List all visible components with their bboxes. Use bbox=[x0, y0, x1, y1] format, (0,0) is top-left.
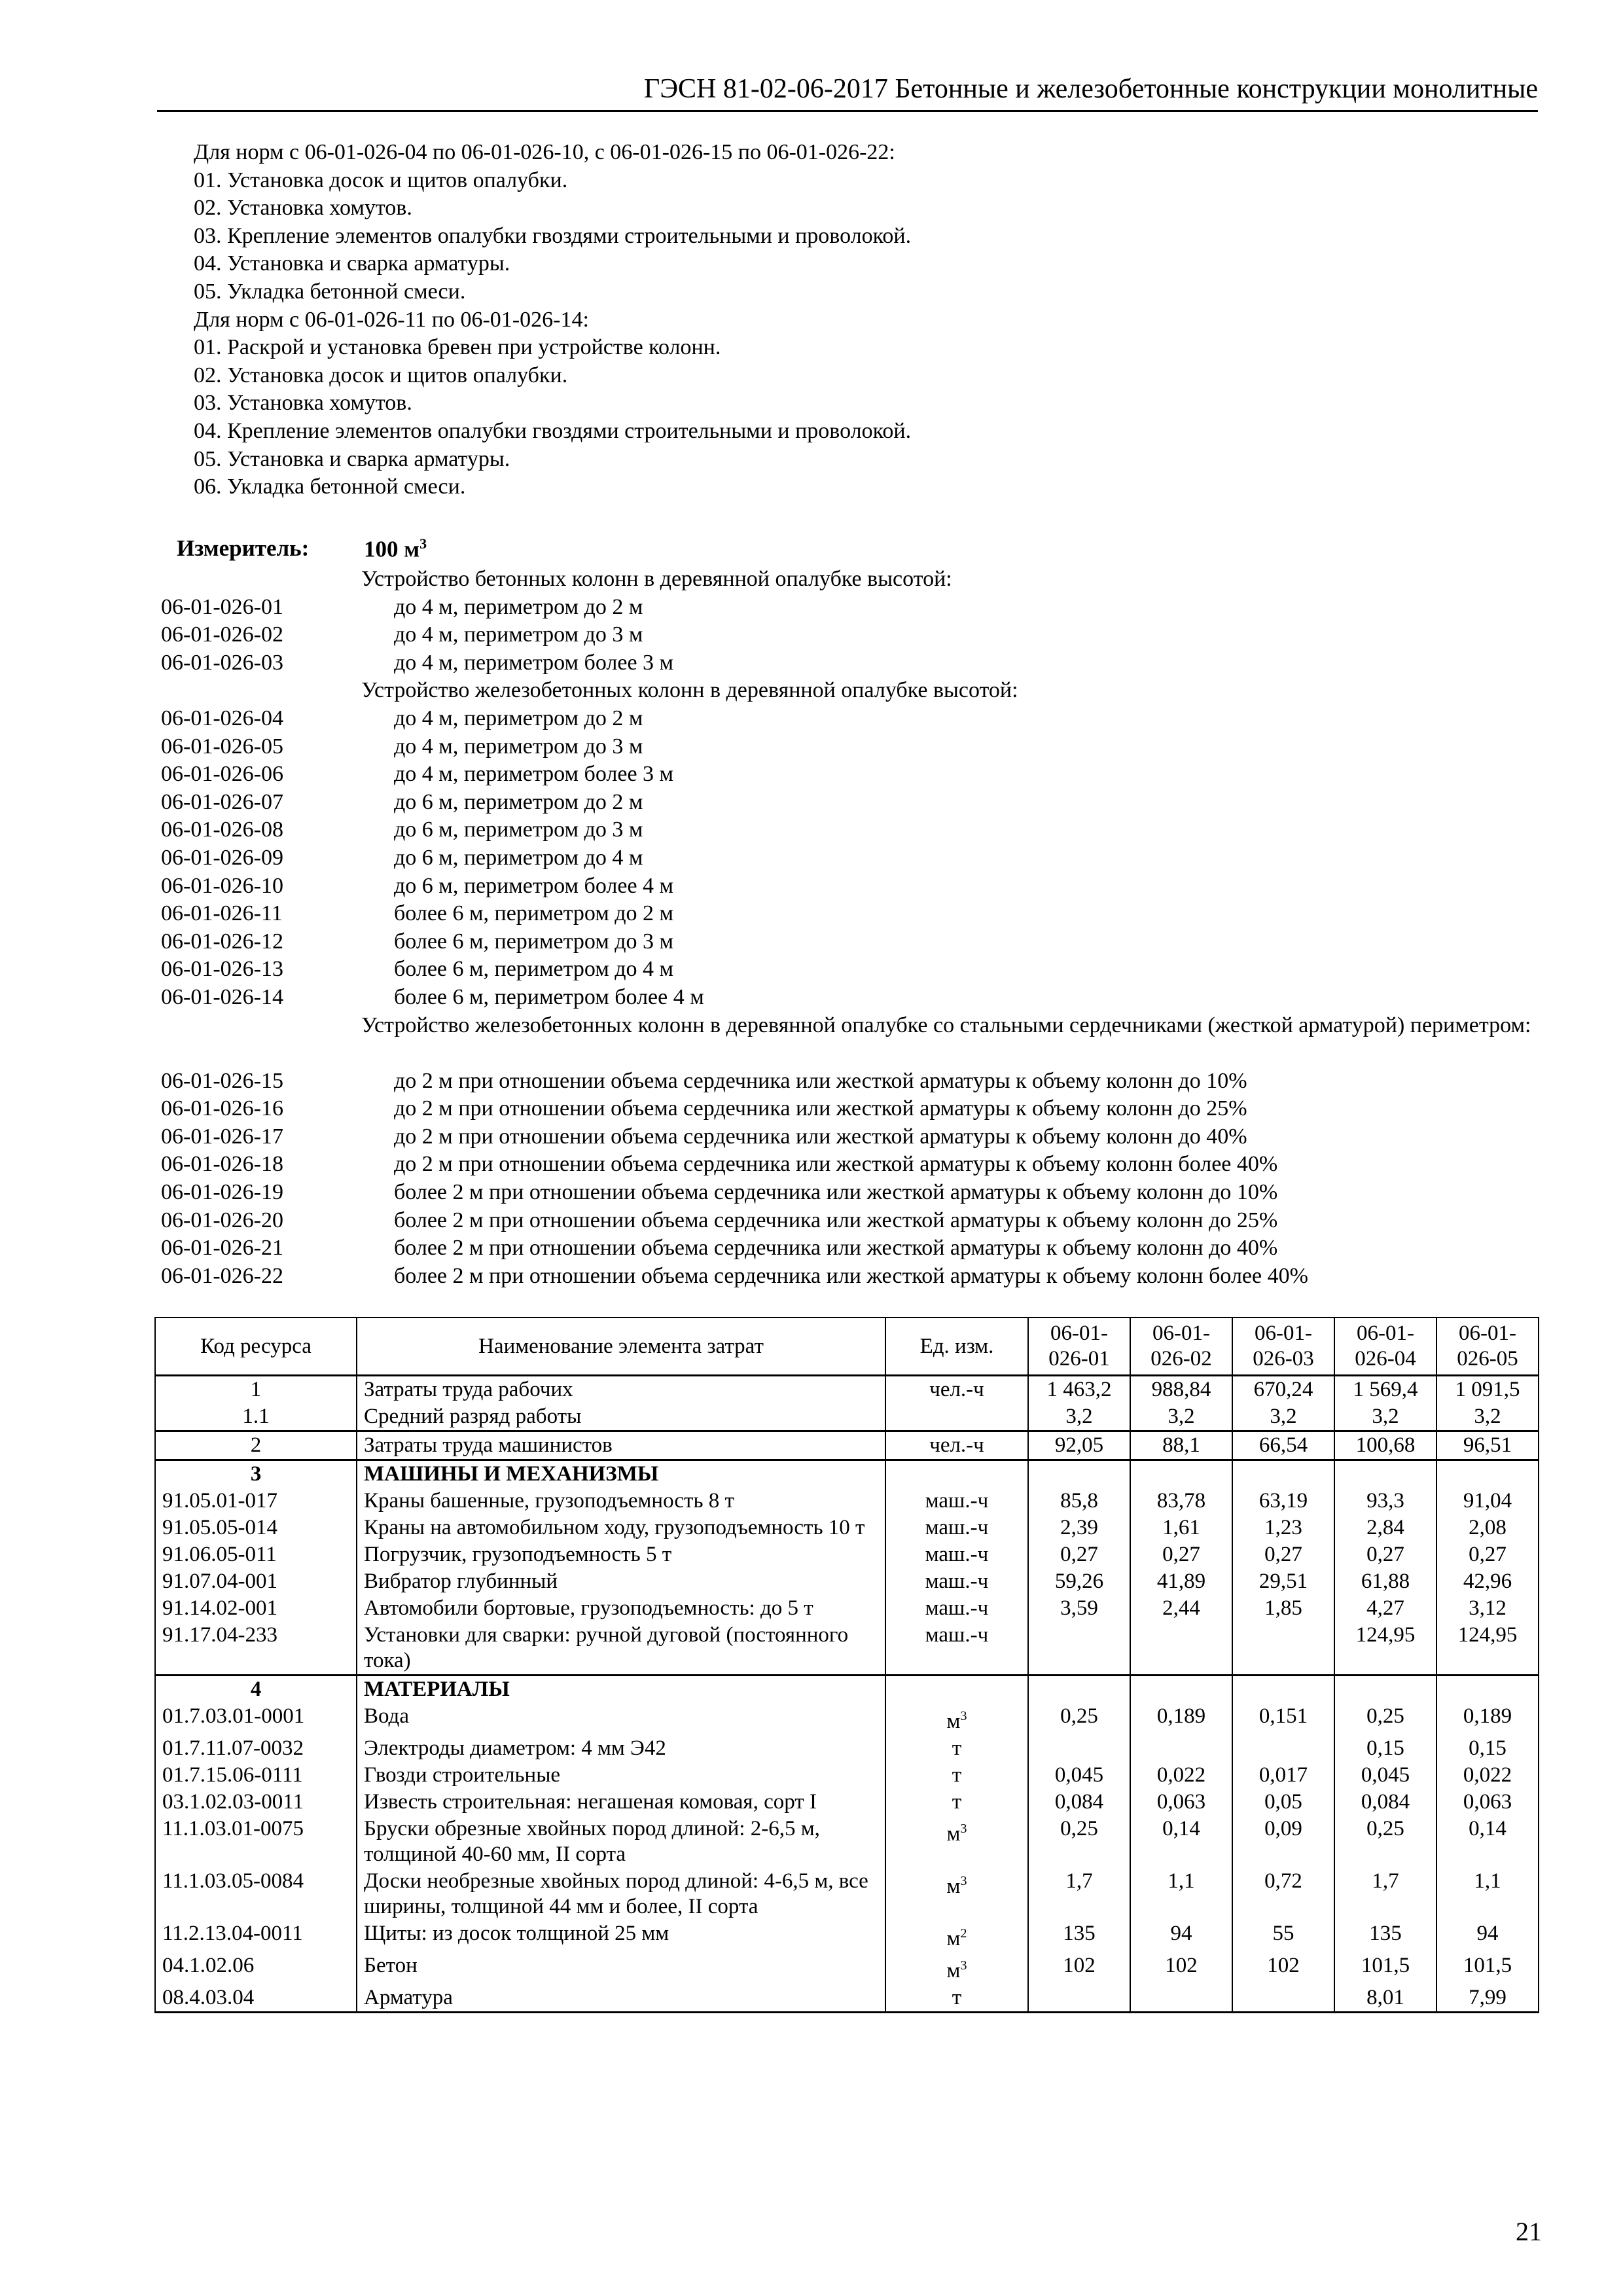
cell-value: 93,3 bbox=[1334, 1488, 1436, 1515]
cell-value: 91,04 bbox=[1436, 1488, 1539, 1515]
cell-unit: т bbox=[885, 1789, 1028, 1816]
norm-row bbox=[0, 1151, 1623, 1179]
norm-row bbox=[0, 984, 1623, 1012]
header-norm: 06-01- 026-05 bbox=[1436, 1318, 1539, 1376]
table-row bbox=[155, 1984, 1539, 2013]
norm-text: до 4 м, периметром более 3 м bbox=[394, 762, 674, 787]
cell-code: 11.2.13.04-0011 bbox=[155, 1920, 357, 1952]
norm-code: 06-01-026-22 bbox=[161, 1263, 283, 1288]
norm-text: более 2 м при отношении объема сердечника или жесткой арматуры к объему колонн до 25% bbox=[394, 1208, 1278, 1232]
cell-value: 670,24 bbox=[1232, 1376, 1334, 1404]
cell-value: 3,12 bbox=[1436, 1595, 1539, 1622]
cell-code: 91.07.04-001 bbox=[155, 1568, 357, 1595]
cell-value: 0,27 bbox=[1130, 1541, 1232, 1568]
meter-value-sup: 3 bbox=[419, 535, 427, 552]
cell-value: 41,89 bbox=[1130, 1568, 1232, 1595]
norm-text: до 2 м при отношении объема сердечника или жесткой арматуры к объему колонн до 40% bbox=[394, 1124, 1247, 1149]
cell-value: 0,09 bbox=[1232, 1816, 1334, 1868]
cell-code: 08.4.03.04 bbox=[155, 1984, 357, 2013]
norm-row bbox=[0, 816, 1623, 844]
meter-value-text: 100 м bbox=[364, 536, 420, 562]
operations-line: 02. Установка досок и щитов опалубки. bbox=[194, 363, 568, 387]
norm-text: до 4 м, периметром до 3 м bbox=[394, 734, 643, 759]
cell-code: 03.1.02.03-0011 bbox=[155, 1789, 357, 1816]
cell-name: Гвозди строительные bbox=[357, 1762, 885, 1789]
operations-line: Для норм с 06-01-026-04 по 06-01-026-10, с 06-01-026-15 по 06-01-026-22: bbox=[194, 140, 895, 164]
cell-value: 0,14 bbox=[1130, 1816, 1232, 1868]
cell-value: 96,51 bbox=[1436, 1431, 1539, 1460]
norm-code: 06-01-026-18 bbox=[161, 1152, 283, 1177]
cell-value bbox=[1436, 1460, 1539, 1488]
cell-value: 0,25 bbox=[1334, 1816, 1436, 1868]
cell-unit bbox=[885, 1460, 1028, 1488]
cell-name: Вода bbox=[357, 1703, 885, 1735]
cell-code: 91.14.02-001 bbox=[155, 1595, 357, 1622]
norm-group-heading: Устройство бетонных колонн в деревянной опалубке высотой: bbox=[361, 567, 952, 591]
header-code: Код ресурса bbox=[155, 1318, 357, 1376]
cell-value: 135 bbox=[1028, 1920, 1130, 1952]
norm-code: 06-01-026-03 bbox=[161, 650, 283, 675]
table-row bbox=[155, 1488, 1539, 1515]
norm-code: 06-01-026-02 bbox=[161, 622, 283, 647]
norm-text: до 4 м, периметром до 3 м bbox=[394, 622, 643, 647]
norm-text: до 6 м, периметром до 3 м bbox=[394, 817, 643, 842]
cell-value: 0,151 bbox=[1232, 1703, 1334, 1735]
norm-code: 06-01-026-01 bbox=[161, 594, 283, 619]
cell-value: 0,063 bbox=[1436, 1789, 1539, 1816]
cell-unit: т bbox=[885, 1984, 1028, 2013]
norm-row bbox=[0, 594, 1623, 622]
cell-value: 3,59 bbox=[1028, 1595, 1130, 1622]
norm-code: 06-01-026-17 bbox=[161, 1124, 283, 1149]
norm-code: 06-01-026-14 bbox=[161, 984, 283, 1009]
norm-text: до 4 м, периметром до 2 м bbox=[394, 706, 643, 730]
cell-value bbox=[1028, 1622, 1130, 1676]
cell-unit: чел.-ч bbox=[885, 1431, 1028, 1460]
norm-code: 06-01-026-13 bbox=[161, 957, 283, 982]
table-row bbox=[155, 1376, 1539, 1404]
norm-row bbox=[0, 1067, 1623, 1096]
cell-value: 3,2 bbox=[1436, 1403, 1539, 1431]
cell-value: 4,27 bbox=[1334, 1595, 1436, 1622]
norm-row bbox=[0, 872, 1623, 901]
cell-name: МАШИНЫ И МЕХАНИЗМЫ bbox=[357, 1460, 885, 1488]
cell-value: 59,26 bbox=[1028, 1568, 1130, 1595]
norm-row bbox=[0, 789, 1623, 817]
table-row bbox=[155, 1816, 1539, 1868]
cell-code: 01.7.11.07-0032 bbox=[155, 1735, 357, 1762]
operations-line: 03. Крепление элементов опалубки гвоздями строительными и проволокой. bbox=[194, 223, 912, 248]
cell-code: 91.05.05-014 bbox=[155, 1515, 357, 1541]
cell-value bbox=[1232, 1460, 1334, 1488]
cell-value: 1,85 bbox=[1232, 1595, 1334, 1622]
cell-code: 2 bbox=[155, 1431, 357, 1460]
cell-unit: $м^3$ bbox=[885, 1952, 1028, 1984]
operations-list bbox=[194, 139, 911, 501]
norm-text: более 2 м при отношении объема сердечника или жесткой арматуры к объему колонн до 40% bbox=[394, 1236, 1278, 1261]
table-row bbox=[155, 1595, 1539, 1622]
norm-text: до 6 м, периметром до 2 м bbox=[394, 789, 643, 814]
operations-line: 04. Крепление элементов опалубки гвоздями строительными и проволокой. bbox=[194, 418, 912, 443]
cell-value: 2,44 bbox=[1130, 1595, 1232, 1622]
operations-line: 05. Укладка бетонной смеси. bbox=[194, 279, 466, 304]
norm-code: 06-01-026-09 bbox=[161, 845, 283, 870]
norm-row bbox=[0, 928, 1623, 956]
cell-unit: маш.-ч bbox=[885, 1568, 1028, 1595]
norm-row bbox=[0, 844, 1623, 872]
cell-value: 42,96 bbox=[1436, 1568, 1539, 1595]
cell-code: 04.1.02.06 bbox=[155, 1952, 357, 1984]
cell-value: 0,045 bbox=[1334, 1762, 1436, 1789]
cell-value bbox=[1130, 1460, 1232, 1488]
cell-name: Известь строительная: негашеная комовая, сорт I bbox=[357, 1789, 885, 1816]
norm-code: 06-01-026-08 bbox=[161, 817, 283, 842]
cell-value: 3,2 bbox=[1130, 1403, 1232, 1431]
header-name: Наименование элемента затрат bbox=[357, 1318, 885, 1376]
cell-unit: маш.-ч bbox=[885, 1622, 1028, 1676]
table-row bbox=[155, 1703, 1539, 1735]
cell-code: 91.06.05-011 bbox=[155, 1541, 357, 1568]
cell-value: 0,15 bbox=[1334, 1735, 1436, 1762]
page-number: 21 bbox=[1516, 2217, 1542, 2246]
cell-value bbox=[1232, 1984, 1334, 2013]
norm-text: более 6 м, периметром более 4 м bbox=[394, 984, 704, 1009]
cell-value bbox=[1130, 1676, 1232, 1704]
cell-unit: маш.-ч bbox=[885, 1488, 1028, 1515]
cell-unit: $м^3$ bbox=[885, 1868, 1028, 1920]
cell-name: Средний разряд работы bbox=[357, 1403, 885, 1431]
cell-value bbox=[1028, 1735, 1130, 1762]
cell-value: 88,1 bbox=[1130, 1431, 1232, 1460]
cell-code: 91.17.04-233 bbox=[155, 1622, 357, 1676]
cell-unit: т bbox=[885, 1762, 1028, 1789]
cell-code: 1 bbox=[155, 1376, 357, 1404]
norm-code: 06-01-026-19 bbox=[161, 1180, 283, 1205]
cell-value: 0,017 bbox=[1232, 1762, 1334, 1789]
cell-unit: $м^3$ bbox=[885, 1703, 1028, 1735]
cell-name: Краны башенные, грузоподъемность 8 т bbox=[357, 1488, 885, 1515]
cell-value: 85,8 bbox=[1028, 1488, 1130, 1515]
operations-line: 01. Установка досок и щитов опалубки. bbox=[194, 168, 568, 192]
operations-line: 06. Укладка бетонной смеси. bbox=[194, 475, 466, 499]
cell-code: 91.05.01-017 bbox=[155, 1488, 357, 1515]
norm-code: 06-01-026-07 bbox=[161, 789, 283, 814]
norm-row bbox=[0, 761, 1623, 789]
cell-value: 8,01 bbox=[1334, 1984, 1436, 2013]
table-row bbox=[155, 1920, 1539, 1952]
table-row bbox=[155, 1431, 1539, 1460]
cell-value: 0,15 bbox=[1436, 1735, 1539, 1762]
cell-value: 0,189 bbox=[1436, 1703, 1539, 1735]
cell-code: 11.1.03.01-0075 bbox=[155, 1816, 357, 1868]
cell-value bbox=[1334, 1676, 1436, 1704]
header-norm: 06-01- 026-04 bbox=[1334, 1318, 1436, 1376]
norm-code: 06-01-026-10 bbox=[161, 873, 283, 898]
cell-name: Затраты труда машинистов bbox=[357, 1431, 885, 1460]
cell-value bbox=[1334, 1460, 1436, 1488]
table-row bbox=[155, 1568, 1539, 1595]
table-row bbox=[155, 1735, 1539, 1762]
norm-row bbox=[0, 1123, 1623, 1151]
operations-line: 01. Раскрой и установка бревен при устройстве колонн. bbox=[194, 335, 721, 360]
cell-value bbox=[1436, 1676, 1539, 1704]
table-row bbox=[155, 1403, 1539, 1431]
cell-value: 0,084 bbox=[1334, 1789, 1436, 1816]
cell-value: 0,27 bbox=[1334, 1541, 1436, 1568]
norm-text: более 6 м, периметром до 4 м bbox=[394, 957, 674, 982]
header-unit: Ед. изм. bbox=[885, 1318, 1028, 1376]
norm-code: 06-01-026-16 bbox=[161, 1096, 283, 1121]
cell-value: 1,7 bbox=[1334, 1868, 1436, 1920]
cell-value: 63,19 bbox=[1232, 1488, 1334, 1515]
cell-value: 0,27 bbox=[1028, 1541, 1130, 1568]
cell-value: 83,78 bbox=[1130, 1488, 1232, 1515]
norm-text: до 2 м при отношении объема сердечника или жесткой арматуры к объему колонн до 10% bbox=[394, 1068, 1247, 1093]
cell-value: 0,25 bbox=[1028, 1816, 1130, 1868]
norm-text: до 6 м, периметром до 4 м bbox=[394, 845, 643, 870]
cell-value: 1,23 bbox=[1232, 1515, 1334, 1541]
norm-code: 06-01-026-05 bbox=[161, 734, 283, 759]
cell-value: 101,5 bbox=[1334, 1952, 1436, 1984]
cell-value: 0,022 bbox=[1130, 1762, 1232, 1789]
table-row bbox=[155, 1622, 1539, 1676]
cell-value: 102 bbox=[1130, 1952, 1232, 1984]
norm-text: до 2 м при отношении объема сердечника или жесткой арматуры к объему колонн до 25% bbox=[394, 1096, 1247, 1121]
operations-line: 05. Установка и сварка арматуры. bbox=[194, 446, 510, 471]
norm-row bbox=[0, 1207, 1623, 1235]
operations-line: 04. Установка и сварка арматуры. bbox=[194, 251, 510, 276]
norm-code: 06-01-026-04 bbox=[161, 706, 283, 730]
operations-line: Для норм с 06-01-026-11 по 06-01-026-14: bbox=[194, 307, 589, 332]
operations-line: 03. Установка хомутов. bbox=[194, 391, 412, 416]
cell-value: 0,27 bbox=[1436, 1541, 1539, 1568]
norm-code: 06-01-026-06 bbox=[161, 762, 283, 787]
cell-unit: $м^3$ bbox=[885, 1816, 1028, 1868]
cell-unit: чел.-ч bbox=[885, 1376, 1028, 1404]
table-section-row bbox=[155, 1676, 1539, 1704]
cell-unit: маш.-ч bbox=[885, 1515, 1028, 1541]
cell-value bbox=[1028, 1676, 1130, 1704]
cell-code: 4 bbox=[155, 1676, 357, 1704]
norm-text: более 6 м, периметром до 3 м bbox=[394, 929, 674, 954]
cell-value: 124,95 bbox=[1436, 1622, 1539, 1676]
table-section-row bbox=[155, 1460, 1539, 1488]
cell-value: 0,05 bbox=[1232, 1789, 1334, 1816]
norm-text: более 2 м при отношении объема сердечника или жесткой арматуры к объему колонн до 10% bbox=[394, 1180, 1278, 1205]
cell-value: 2,08 bbox=[1436, 1515, 1539, 1541]
cell-unit: маш.-ч bbox=[885, 1541, 1028, 1568]
cell-value: 2,84 bbox=[1334, 1515, 1436, 1541]
cell-value: 102 bbox=[1028, 1952, 1130, 1984]
cell-value: 0,084 bbox=[1028, 1789, 1130, 1816]
cell-value: 0,14 bbox=[1436, 1816, 1539, 1868]
cell-value bbox=[1232, 1676, 1334, 1704]
cell-value: 102 bbox=[1232, 1952, 1334, 1984]
page-header bbox=[157, 71, 1538, 112]
norm-row bbox=[0, 900, 1623, 928]
cell-value bbox=[1232, 1735, 1334, 1762]
norm-row bbox=[0, 621, 1623, 649]
cell-value bbox=[1232, 1622, 1334, 1676]
header-norm: 06-01- 026-01 bbox=[1028, 1318, 1130, 1376]
norm-text: до 4 м, периметром более 3 м bbox=[394, 650, 674, 675]
norms-list bbox=[0, 565, 1623, 1290]
cell-code: 11.1.03.05-0084 bbox=[155, 1868, 357, 1920]
norm-row bbox=[0, 733, 1623, 761]
cell-unit bbox=[885, 1403, 1028, 1431]
cell-value: 1 091,5 bbox=[1436, 1376, 1539, 1404]
cell-value: 94 bbox=[1130, 1920, 1232, 1952]
cell-value: 94 bbox=[1436, 1920, 1539, 1952]
norm-text: до 6 м, периметром более 4 м bbox=[394, 873, 674, 898]
operations-line: 02. Установка хомутов. bbox=[194, 196, 412, 221]
cell-unit: маш.-ч bbox=[885, 1595, 1028, 1622]
cell-value: 0,27 bbox=[1232, 1541, 1334, 1568]
norm-code: 06-01-026-12 bbox=[161, 929, 283, 954]
cell-name: Затраты труда рабочих bbox=[357, 1376, 885, 1404]
cell-value: 135 bbox=[1334, 1920, 1436, 1952]
norm-code: 06-01-026-15 bbox=[161, 1068, 283, 1093]
norm-row bbox=[0, 705, 1623, 733]
table-row bbox=[155, 1515, 1539, 1541]
table-row bbox=[155, 1541, 1539, 1568]
norm-row bbox=[0, 1234, 1623, 1263]
table-row bbox=[155, 1952, 1539, 1984]
cell-value: 0,045 bbox=[1028, 1762, 1130, 1789]
cell-value: 92,05 bbox=[1028, 1431, 1130, 1460]
cell-value bbox=[1028, 1984, 1130, 2013]
norm-row bbox=[0, 1263, 1623, 1291]
cell-name: Бруски обрезные хвойных пород длиной: 2-6,5 м, толщиной 40-60 мм, II сорта bbox=[357, 1816, 885, 1868]
cell-name: Установки для сварки: ручной дуговой (постоянного тока) bbox=[357, 1622, 885, 1676]
cell-value: 124,95 bbox=[1334, 1622, 1436, 1676]
norm-code: 06-01-026-11 bbox=[161, 901, 283, 926]
cell-value: 0,72 bbox=[1232, 1868, 1334, 1920]
cell-value: 3,2 bbox=[1334, 1403, 1436, 1431]
table-row bbox=[155, 1762, 1539, 1789]
cell-name: Доски необрезные хвойных пород длиной: 4-6,5 м, все ширины, толщиной 44 мм и более, II сорта bbox=[357, 1868, 885, 1920]
cell-value: 2,39 bbox=[1028, 1515, 1130, 1541]
norm-text: более 6 м, периметром до 2 м bbox=[394, 901, 674, 926]
norm-row bbox=[0, 649, 1623, 677]
header-norm: 06-01- 026-02 bbox=[1130, 1318, 1232, 1376]
cell-value: 0,189 bbox=[1130, 1703, 1232, 1735]
header-title: ГЭСН 81-02-06-2017 Бетонные и железобетонные конструкции монолитные bbox=[644, 74, 1538, 104]
cell-value: 1,7 bbox=[1028, 1868, 1130, 1920]
cell-value: 0,25 bbox=[1028, 1703, 1130, 1735]
cell-value bbox=[1130, 1622, 1232, 1676]
cell-value: 1 569,4 bbox=[1334, 1376, 1436, 1404]
cell-code: 1.1 bbox=[155, 1403, 357, 1431]
cell-name: Щиты: из досок толщиной 25 мм bbox=[357, 1920, 885, 1952]
norm-text: до 4 м, периметром до 2 м bbox=[394, 594, 643, 619]
norm-text: до 2 м при отношении объема сердечника или жесткой арматуры к объему колонн более 40% bbox=[394, 1152, 1278, 1177]
cell-name: Автомобили бортовые, грузоподъемность: до 5 т bbox=[357, 1595, 885, 1622]
cell-value: 100,68 bbox=[1334, 1431, 1436, 1460]
cell-name: Арматура bbox=[357, 1984, 885, 2013]
meter-label: Измеритель: bbox=[177, 535, 310, 561]
cell-value: 0,022 bbox=[1436, 1762, 1539, 1789]
cell-unit: т bbox=[885, 1735, 1028, 1762]
cell-value: 55 bbox=[1232, 1920, 1334, 1952]
cell-unit bbox=[885, 1676, 1028, 1704]
table-header-row bbox=[155, 1318, 1539, 1376]
cell-value bbox=[1028, 1460, 1130, 1488]
cell-value: 7,99 bbox=[1436, 1984, 1539, 2013]
table-row bbox=[155, 1868, 1539, 1920]
meter-value bbox=[364, 535, 427, 563]
norm-row bbox=[0, 1179, 1623, 1207]
cell-name: МАТЕРИАЛЫ bbox=[357, 1676, 885, 1704]
cell-value: 3,2 bbox=[1028, 1403, 1130, 1431]
cell-value bbox=[1130, 1735, 1232, 1762]
cell-unit: $м^2$ bbox=[885, 1920, 1028, 1952]
cell-value: 0,063 bbox=[1130, 1789, 1232, 1816]
norm-row bbox=[0, 1095, 1623, 1123]
norm-row bbox=[0, 956, 1623, 984]
resource-table bbox=[154, 1317, 1539, 2013]
norm-group-heading: Устройство железобетонных колонн в деревянной опалубке высотой: bbox=[361, 678, 1018, 703]
table-row bbox=[155, 1789, 1539, 1816]
cell-code: 3 bbox=[155, 1460, 357, 1488]
cell-value: 29,51 bbox=[1232, 1568, 1334, 1595]
cell-value: 66,54 bbox=[1232, 1431, 1334, 1460]
norm-text: более 2 м при отношении объема сердечника или жесткой арматуры к объему колонн более 40% bbox=[394, 1263, 1308, 1288]
cell-value bbox=[1130, 1984, 1232, 2013]
norm-code: 06-01-026-21 bbox=[161, 1236, 283, 1261]
cell-code: 01.7.03.01-0001 bbox=[155, 1703, 357, 1735]
cell-name: Краны на автомобильном ходу, грузоподъемность 10 т bbox=[357, 1515, 885, 1541]
cell-value: 101,5 bbox=[1436, 1952, 1539, 1984]
cell-value: 1,1 bbox=[1130, 1868, 1232, 1920]
cell-value: 1 463,2 bbox=[1028, 1376, 1130, 1404]
cell-value: 1,1 bbox=[1436, 1868, 1539, 1920]
cell-value: 3,2 bbox=[1232, 1403, 1334, 1431]
cell-name: Вибратор глубинный bbox=[357, 1568, 885, 1595]
cell-code: 01.7.15.06-0111 bbox=[155, 1762, 357, 1789]
norm-code: 06-01-026-20 bbox=[161, 1208, 283, 1232]
cell-value: 0,25 bbox=[1334, 1703, 1436, 1735]
cell-name: Бетон bbox=[357, 1952, 885, 1984]
cell-value: 1,61 bbox=[1130, 1515, 1232, 1541]
norm-group-heading: Устройство железобетонных колонн в деревянной опалубке со стальными сердечниками (жесткой арматурой) периметром: bbox=[361, 1013, 1531, 1037]
cell-value: 61,88 bbox=[1334, 1568, 1436, 1595]
header-norm: 06-01- 026-03 bbox=[1232, 1318, 1334, 1376]
cell-name: Электроды диаметром: 4 мм Э42 bbox=[357, 1735, 885, 1762]
cell-value: 988,84 bbox=[1130, 1376, 1232, 1404]
cell-name: Погрузчик, грузоподъемность 5 т bbox=[357, 1541, 885, 1568]
